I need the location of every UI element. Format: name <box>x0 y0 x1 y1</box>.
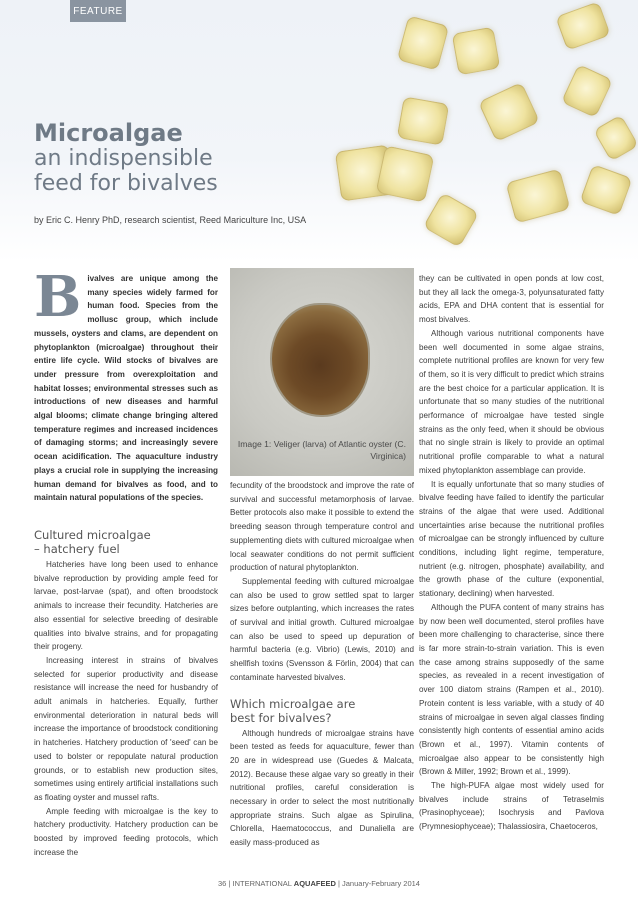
article-title <box>34 120 218 196</box>
paragraph: Increasing interest in strains of bivalves selected for superior productivity and disease resistance will increase the need for husbandry of adult animals in hatcheries. Equally, further environmental deterioration in natural beds will increase the importance of broodstock conditioning in hatcheries. Hatchery production of 'seed' can be used to bolster or repopulate natural production grounds, or to establish new production sites, sometimes using entirely artificial installations such as floating oyster and mussel rafts. <box>34 655 218 802</box>
paragraph: It is equally unfortunate that so many studies of bivalve feeding have failed to identify the particular strains of the algae that were used. Additional uncertainties arise because the nutritional profiles of microalgae can be strongly influenced by culture conditions, including light regime, temperature, nutrient (e.g. nitrogen, phosphate) availability, and the growth phase of the culture (exponential, stationary, declining) when harvested. <box>419 479 604 599</box>
algae-cell <box>397 15 449 70</box>
section-heading: Cultured microalgae – hatchery fuel <box>34 528 151 556</box>
paragraph: Supplemental feeding with cultured microalgae can also be used to grow settled spat to larger sizes before outplanting, which increases the rates of survival and initial growth. Cultured microalgae can also be used to speed up depuration of harmful bacteria (e.g. Vibrio) (Lewis, 2010) and shellfish toxins (Svensson & Förlin, 2004) that can contaminate harvested bivalves. <box>230 576 414 682</box>
paragraph: Hatcheries have long been used to enhance bivalve reproduction by providing ample feed for larvae, post-larvae (spat), and often broodstock animals to increase their fecundity. Hatcheries are also essential for selective breeding of desirable qualities into bivalve strains, and for propagating their progeny. <box>34 560 218 652</box>
title-line-3: feed for bivalves <box>34 170 218 196</box>
magazine-brand: AQUAFEED <box>293 879 336 888</box>
paragraph: Although the PUFA content of many strains has by now been well documented, sterol profiles have been more challenging to characterise, since there is far more strain-to-strain variation. This is even the case among strains supposedly of the same species, as revealed in a recent investigation of over 100 diatom strains (Rampen et al., 2010). Protein content is less variable, with a study of 40 strains of microalgae in seven algal classes finding consistently high contents of essential amino acids (Brown et al., 1997). Vitamin contents of microalgae also appear to be consistently high (Brown & Miller, 1992; Brown et al., 1999). <box>419 602 604 777</box>
paragraph: The high-PUFA algae most widely used for bivalves include strains of Tetraselmis (Prasinophyceae); Isochrysis and Pavlova (Prymnesiophyceae); Thalassiosira, Chaetoceros, <box>419 781 604 832</box>
figure-caption: Image 1: Veliger (larva) of Atlantic oyster (C. Virginica) <box>237 439 406 461</box>
paragraph: Ample feeding with microalgae is the key to hatchery productivity. Hatchery production can be boosted by improved feeding protocols, which increase the <box>34 806 218 857</box>
paragraph: fecundity of the broodstock and improve the rate of survival and successful metamorphosis of larvae. Better protocols also make it possible to extend the breeding season through temperature control and supplementing diets with cultured microalgae when local seawater conditions do not permit sufficient production of natural phytoplankton. <box>230 481 414 573</box>
paragraph: they can be cultivated in open ponds at low cost, but they all lack the omega-3, polyunsaturated fatty acids, EPA and DHA content that is essential for most bivalves. <box>419 274 604 325</box>
algae-cell <box>506 168 571 223</box>
magazine-name: INTERNATIONAL <box>232 879 292 888</box>
figure-image <box>230 268 414 476</box>
paragraph: Although hundreds of microalgae strains have been tested as feeds for aquaculture, fewer than 20 are in widespread use (Guedes & Malcata, 2012). Because these algae vary so greatly in their nutritional profiles, careful consideration is necessary in order to select the most nutritionally appropriate strains. Such algae as Spirulina, Chlorella, Haematococcus, and Dunaliella are easily mass-produced as <box>230 728 414 848</box>
column-3 <box>419 272 604 834</box>
algae-cell <box>478 82 540 142</box>
column-2 <box>230 479 414 850</box>
algae-cell <box>397 96 450 145</box>
page-number: 36 <box>218 879 227 888</box>
algae-cell <box>561 64 613 118</box>
algae-cell <box>593 114 638 161</box>
algae-cell <box>376 145 435 202</box>
algae-cell <box>579 164 632 216</box>
issue-date: January-February 2014 <box>342 879 420 888</box>
column-1 <box>34 528 218 859</box>
lead-text: ivalves are unique among the many species widely farmed for human food. Species from the mollusc group, which include mussels, oysters and clams, are dependent on phytoplankton (microalgae) throughout their entire life cycle. Wild stocks of bivalves are under pressure from overexploitation and habitat losses; environmental stresses such as introductions of new diseases and harmful algal blooms; climate change bringing altered temperature regimes and increased incidences of damaging storms; and increasingly severe ocean acidification. The aquaculture industry plays a crucial role in supplying the increasing human demand for bivalves as food, and to maintain natural populations of the species. <box>34 274 218 503</box>
section-heading: Which microalgae are best for bivalves? <box>230 696 356 725</box>
algae-cell <box>555 1 611 51</box>
paragraph: Although various nutritional components have been well documented in some algae strains, complete nutritional profiles are known for very few of them, so it is very difficult to predict which strains are the best choice for a particular application. It is unfortunate that so many studies of the nutritional performance of microalgae have tested single strains as the only feed, when it should be obvious that no single strain is likely to provide an optimal nutritional profile comparable to what a natural mixed phytoplankton assemblage can provide. <box>419 328 604 475</box>
algae-cell <box>423 192 479 248</box>
algae-cell <box>452 27 501 76</box>
title-line-2: an indispensible <box>34 145 213 171</box>
lead-paragraph <box>34 264 218 505</box>
page-footer: 36 | INTERNATIONAL AQUAFEED | January-February 2014 <box>218 879 420 888</box>
byline: by Eric C. Henry PhD, research scientist, Reed Mariculture Inc, USA <box>34 215 307 225</box>
drop-cap: B <box>34 264 82 330</box>
title-line-1: Microalgae <box>34 119 183 147</box>
veliger-larva-image <box>270 303 370 417</box>
section-tag: FEATURE <box>70 0 126 22</box>
